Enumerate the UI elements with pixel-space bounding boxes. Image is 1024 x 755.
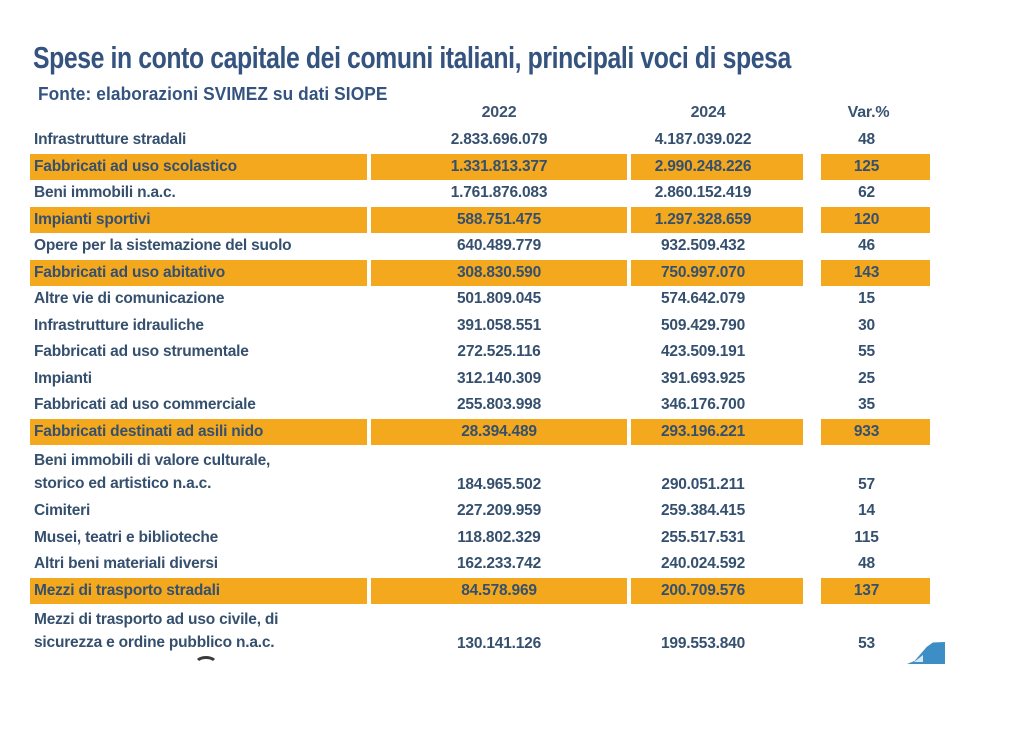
value-variation: 14	[858, 502, 875, 520]
value-2022: 2.833.696.079	[450, 131, 548, 149]
column-header-2022: 2022	[481, 104, 517, 121]
column-gap	[803, 127, 821, 154]
column-gap	[803, 551, 821, 578]
row-label	[30, 498, 367, 525]
value-2024: 391.693.925	[661, 369, 745, 387]
column-gap	[803, 207, 821, 234]
row-label	[30, 392, 367, 419]
value-2024: 2.860.152.419	[654, 184, 752, 202]
value-variation: 30	[858, 316, 875, 334]
table-row	[30, 180, 930, 207]
cropped-logo-arc	[194, 656, 218, 673]
row-label-line1: Fabbricati ad uso commerciale	[34, 396, 256, 414]
table-row	[30, 339, 930, 366]
value-2022: 227.209.959	[457, 502, 541, 520]
value-2024: 346.176.700	[661, 396, 745, 414]
row-label-line1: Cimiteri	[34, 502, 91, 520]
value-2022: 130.141.126	[457, 635, 541, 652]
header-spacer	[30, 100, 367, 126]
value-2022: 588.751.475	[371, 207, 627, 234]
value-2022: 255.803.998	[457, 396, 541, 414]
value-variation: 25	[858, 369, 875, 387]
row-label-line1: Fabbricati destinati ad asili nido	[34, 422, 264, 440]
table-row	[30, 578, 930, 605]
row-label-line1: Impianti	[34, 369, 92, 387]
row-label-line1: Mezzi di trasporto ad uso civile, di	[34, 610, 279, 628]
source-note: Fonte: elaborazioni SVIMEZ su dati SIOPE	[38, 84, 388, 104]
value-variation: 137	[821, 578, 930, 605]
column-gap	[803, 286, 821, 313]
column-gap	[803, 445, 821, 498]
value-variation: 57	[858, 476, 875, 493]
value-variation: 933	[821, 419, 930, 446]
row-label-line1: Mezzi di trasporto stradali	[34, 581, 220, 599]
column-header-variation: Var.%	[847, 104, 890, 121]
row-label-line1: Fabbricati ad uso strumentale	[34, 343, 249, 361]
row-label-line1: Beni immobili n.a.c.	[34, 184, 176, 202]
row-label	[30, 339, 367, 366]
row-label-line1: Altre vie di comunicazione	[34, 290, 225, 308]
value-variation: 46	[858, 237, 875, 255]
row-label	[30, 578, 367, 605]
value-2022: 1.331.813.377	[371, 154, 627, 181]
row-label	[30, 233, 367, 260]
value-variation: 143	[821, 260, 930, 287]
value-variation: 125	[821, 154, 930, 181]
column-gap	[803, 180, 821, 207]
row-label	[30, 286, 367, 313]
value-2024: 423.509.191	[661, 343, 745, 361]
row-label	[30, 551, 367, 578]
table-row	[30, 604, 930, 657]
row-label	[30, 366, 367, 393]
table-row	[30, 366, 930, 393]
row-label-line2: sicurezza e ordine pubblico n.a.c.	[34, 633, 275, 651]
column-gap	[803, 233, 821, 260]
row-label	[30, 260, 367, 287]
value-2022: 272.525.116	[457, 343, 541, 361]
table-row	[30, 419, 930, 446]
value-2022: 640.489.779	[457, 237, 541, 255]
row-label-line1: Musei, teatri e biblioteche	[34, 528, 219, 546]
value-2024: 1.297.328.659	[631, 207, 803, 234]
value-2022: 118.802.329	[457, 528, 541, 546]
value-variation: 115	[854, 528, 879, 546]
row-label	[30, 313, 367, 340]
value-2024: 932.509.432	[661, 237, 745, 255]
value-2024: 509.429.790	[661, 316, 745, 334]
table-row	[30, 392, 930, 419]
page-title: Spese in conto capitale dei comuni italiani, principali voci di spesa	[33, 40, 791, 75]
row-label	[30, 445, 367, 498]
value-2024: 293.196.221	[631, 419, 803, 446]
table-row	[30, 207, 930, 234]
value-2024: 255.517.531	[661, 528, 745, 546]
table-row	[30, 154, 930, 181]
row-label-line1: Opere per la sistemazione del suolo	[34, 237, 292, 255]
row-label	[30, 419, 367, 446]
row-label-line1: Infrastrutture idrauliche	[34, 316, 204, 334]
value-2024: 200.709.576	[631, 578, 803, 605]
value-2022: 501.809.045	[457, 290, 541, 308]
value-variation: 48	[858, 131, 875, 149]
value-2022: 312.140.309	[457, 369, 541, 387]
value-2024: 574.642.079	[661, 290, 745, 308]
row-label	[30, 154, 367, 181]
value-2024: 259.384.415	[661, 502, 745, 520]
value-2022: 184.965.502	[457, 476, 541, 493]
value-2024: 750.997.070	[631, 260, 803, 287]
row-label-line1: Fabbricati ad uso scolastico	[34, 157, 237, 175]
table-row	[30, 127, 930, 154]
column-gap	[803, 260, 821, 287]
row-label-line1: Beni immobili di valore culturale,	[34, 451, 271, 469]
value-2024: 240.024.592	[661, 555, 745, 573]
column-gap	[803, 498, 821, 525]
table-row	[30, 551, 930, 578]
row-label-line1: Infrastrutture stradali	[34, 131, 187, 149]
column-gap	[803, 604, 821, 657]
value-variation: 53	[858, 635, 875, 652]
row-label	[30, 127, 367, 154]
value-variation: 120	[821, 207, 930, 234]
table-header-row	[30, 100, 930, 126]
column-gap	[803, 578, 821, 605]
row-label	[30, 180, 367, 207]
row-label-line2: storico ed artistico n.a.c.	[34, 474, 212, 492]
value-variation: 62	[858, 184, 875, 202]
row-label-line1: Impianti sportivi	[34, 210, 151, 228]
row-label	[30, 604, 367, 657]
row-label	[30, 207, 367, 234]
column-gap	[803, 525, 821, 552]
value-variation: 35	[858, 396, 875, 414]
column-gap	[803, 392, 821, 419]
value-2022: 28.394.489	[371, 419, 627, 446]
value-2024: 199.553.840	[661, 635, 745, 652]
table-row	[30, 286, 930, 313]
value-2024: 290.051.211	[661, 476, 745, 493]
table-header	[30, 100, 930, 126]
column-header-2024: 2024	[690, 104, 726, 121]
column-gap	[803, 419, 821, 446]
table-row	[30, 233, 930, 260]
column-gap	[803, 154, 821, 181]
table-body	[30, 127, 930, 657]
table-row	[30, 260, 930, 287]
value-2024: 4.187.039.022	[654, 131, 752, 149]
table-row	[30, 525, 930, 552]
value-2022: 1.761.876.083	[450, 184, 548, 202]
column-gap	[803, 100, 821, 126]
row-label-line1: Altri beni materiali diversi	[34, 555, 218, 573]
value-2024: 2.990.248.226	[631, 154, 803, 181]
value-2022: 308.830.590	[371, 260, 627, 287]
row-label	[30, 525, 367, 552]
table-row	[30, 498, 930, 525]
value-variation: 48	[858, 555, 875, 573]
value-2022: 84.578.969	[371, 578, 627, 605]
column-gap	[803, 313, 821, 340]
column-gap	[803, 366, 821, 393]
value-variation: 15	[858, 290, 875, 308]
value-variation: 55	[858, 343, 875, 361]
table-row	[30, 445, 930, 498]
table-row	[30, 313, 930, 340]
value-2022: 391.058.551	[457, 316, 541, 334]
value-2022: 162.233.742	[457, 555, 541, 573]
row-label-line1: Fabbricati ad uso abitativo	[34, 263, 225, 281]
column-gap	[803, 339, 821, 366]
